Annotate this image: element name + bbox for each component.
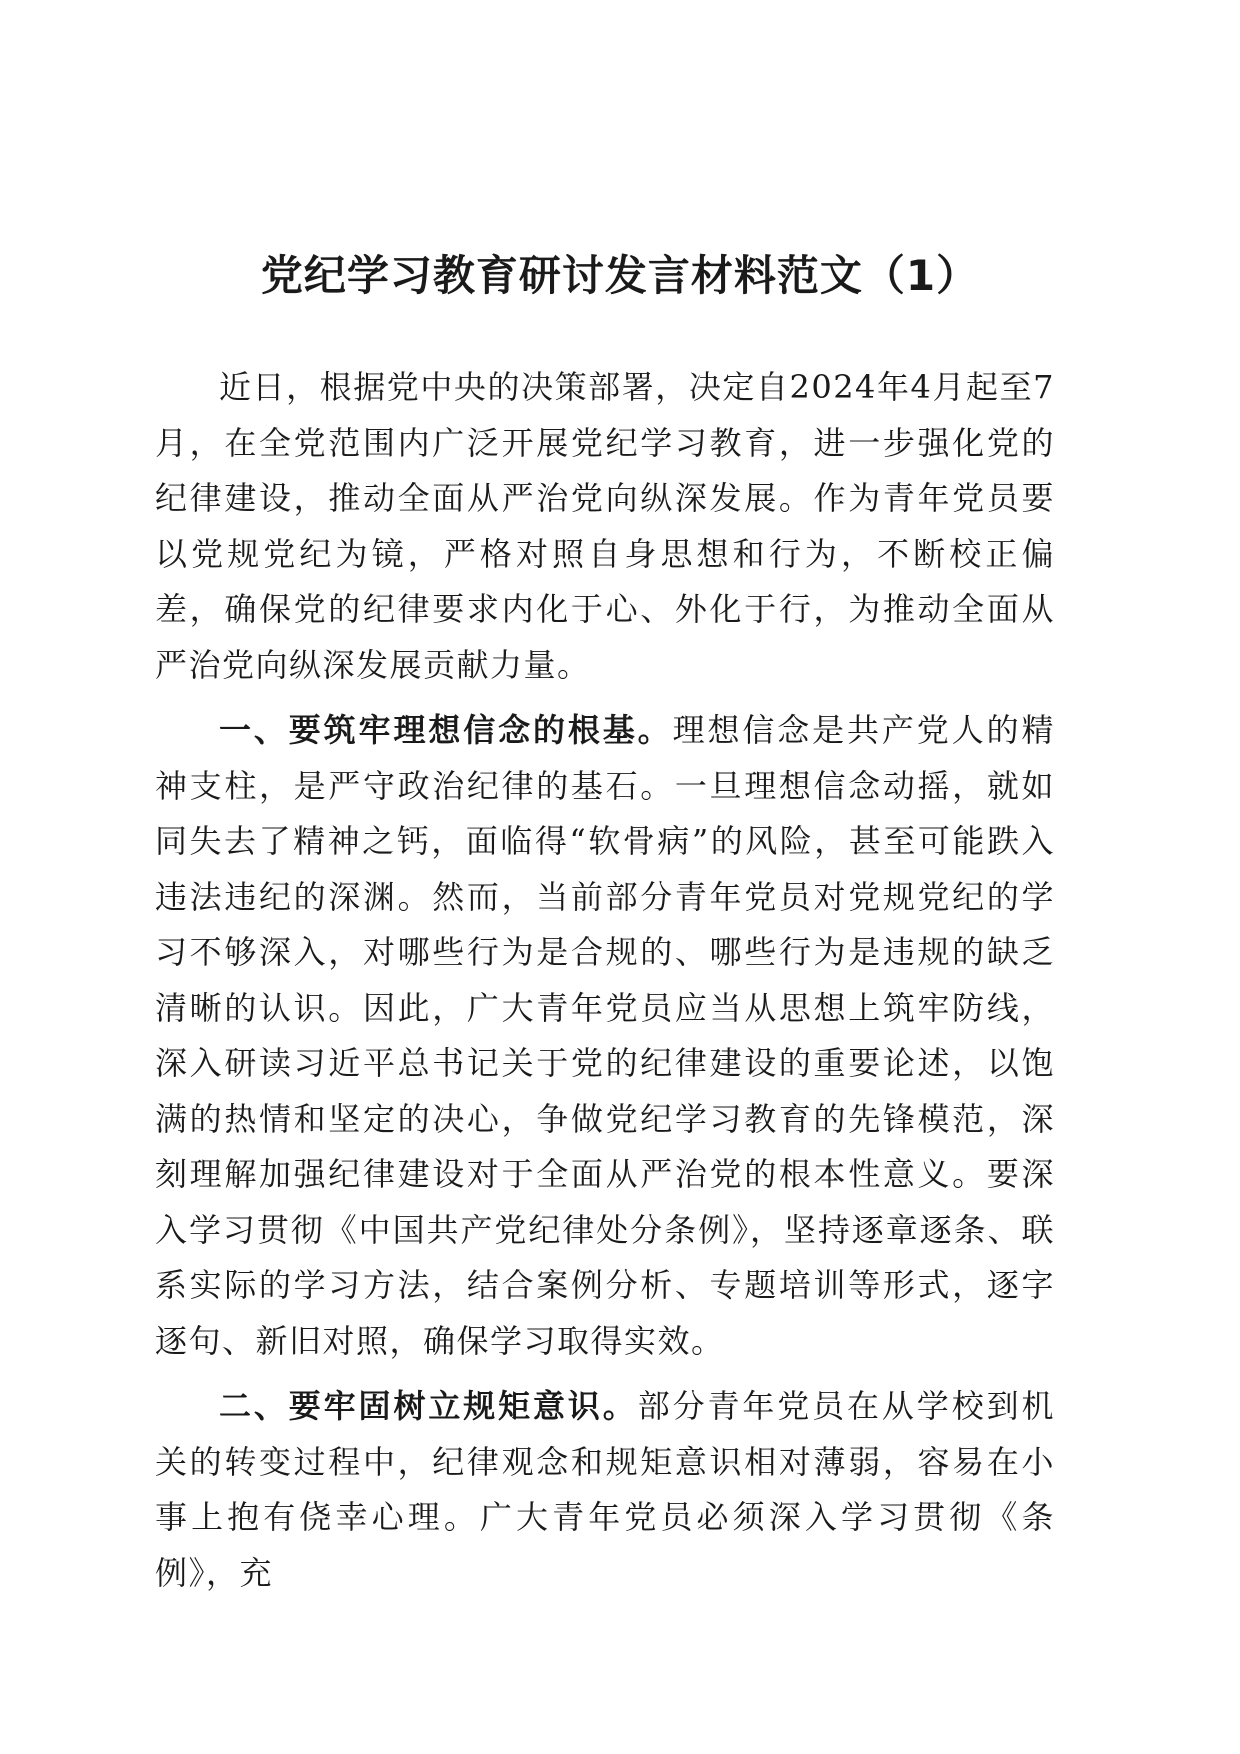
document-title: 党纪学习教育研讨发言材料范文（1） <box>260 251 980 300</box>
section-two-paragraph <box>155 1379 1055 1601</box>
section-one-text: 理想信念是共产党人的精神支柱，是严守政治纪律的基石。一旦理想信念动摇，就如同失去了精神之钙，面临得“软骨病”的风险，甚至可能跌入违法违纪的深渊。然而，当前部分青年党员对党规党纪的学习不够深入，对哪些行为是合规的、哪些行为是违规的缺乏清晰的认识。因此，广大青年党员应当从思想上筑牢防线，深入研读习近平总书记关于党的纪律建设的重要论述，以饱满的热情和坚定的决心，争做党纪学习教育的先锋模范，深刻理解加强纪律建设对于全面从严治党的根本性意义。要深入学习贯彻《中国共产党纪律处分条例》，坚持逐章逐条、联系实际的学习方法，结合案例分析、专题培训等形式，逐字逐句、新旧对照，确保学习取得实效。 <box>155 711 1055 1360</box>
document-body <box>155 360 1055 1601</box>
intro-paragraph <box>155 360 1055 693</box>
section-two-heading: 二、要牢固树立规矩意识。 <box>219 1387 638 1425</box>
section-one-heading: 一、要筑牢理想信念的根基。 <box>219 711 673 749</box>
section-one-paragraph <box>155 703 1055 1369</box>
section-two-text: 部分青年党员在从学校到机关的转变过程中，纪律观念和规矩意识相对薄弱，容易在小事上抱有侥幸心理。广大青年党员必须深入学习贯彻《条例》，充 <box>155 1387 1055 1592</box>
intro-paragraph-text: 近日，根据党中央的决策部署，决定自2024年4月起至7月，在全党范围内广泛开展党纪学习教育，进一步强化党的纪律建设，推动全面从严治党向纵深发展。作为青年党员要以党规党纪为镜，严格对照自身思想和行为，不断校正偏差，确保党的纪律要求内化于心、外化于行，为推动全面从严治党向纵深发展贡献力量。 <box>155 368 1055 684</box>
